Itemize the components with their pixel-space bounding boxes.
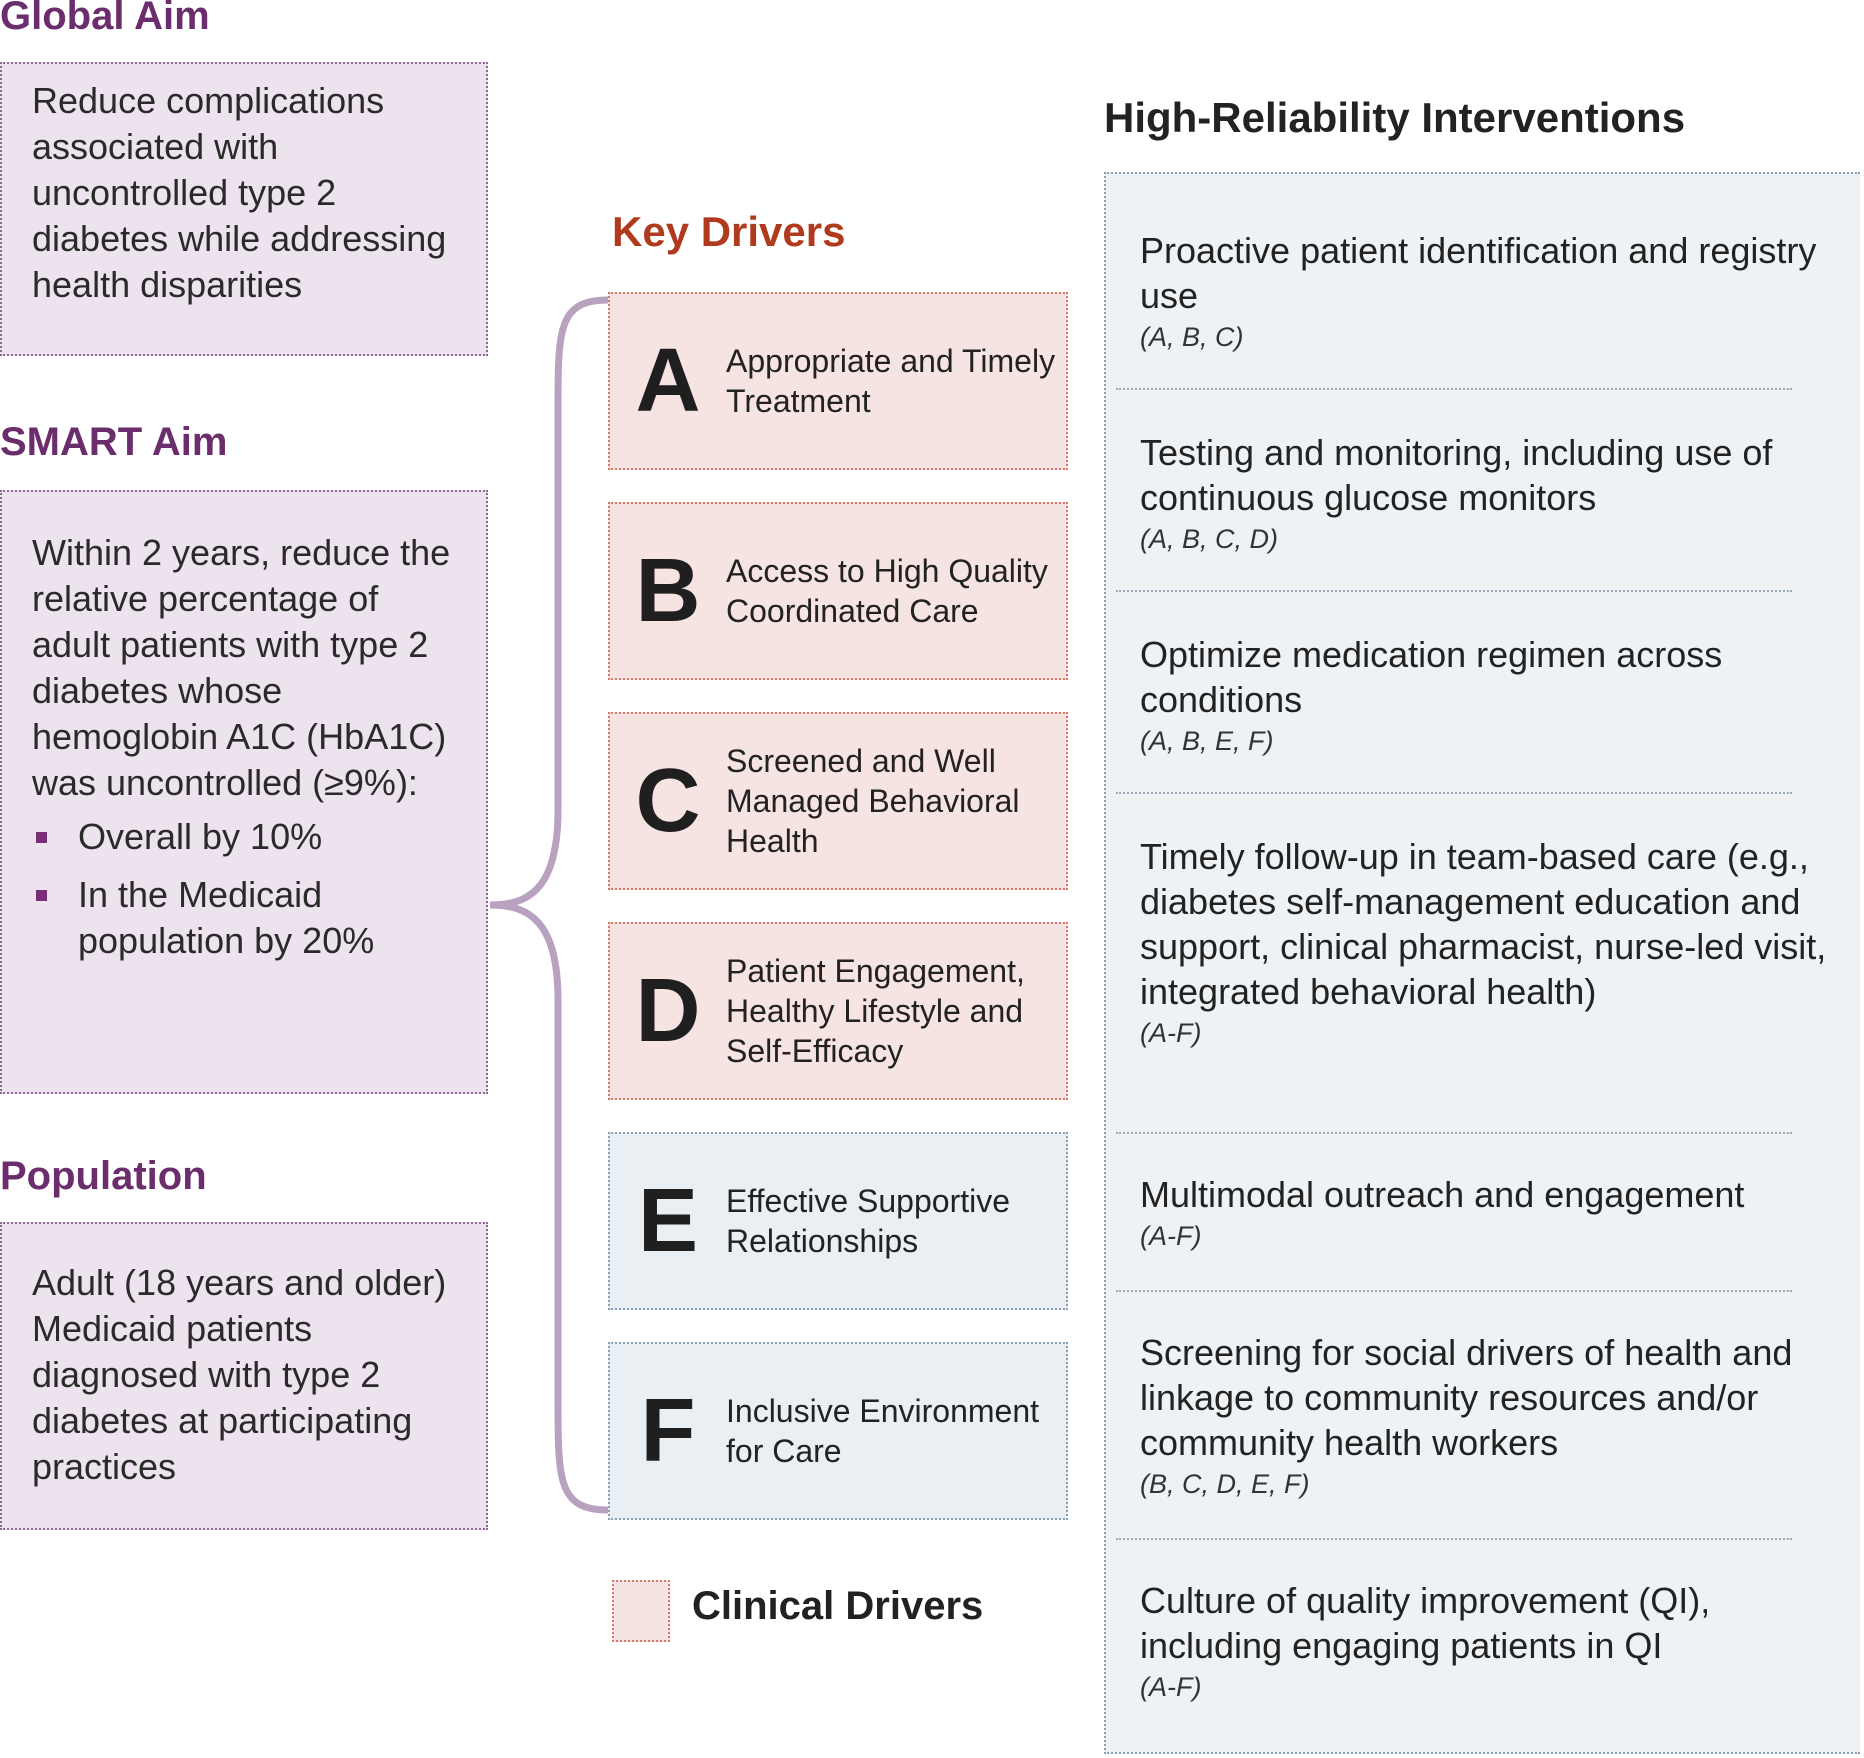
driver-b [608, 502, 1068, 680]
driver-f [608, 1342, 1068, 1520]
driver-e [608, 1132, 1068, 1310]
intervention-divider [1116, 1290, 1792, 1292]
driver-a [608, 292, 1068, 470]
intervention-divider [1116, 388, 1792, 390]
intervention-codes: (A, B, E, F) [1140, 726, 1274, 756]
global-aim-heading: Global Aim [0, 0, 210, 38]
population-text: Adult (18 years and older) Medicaid patients diagnosed with type 2 diabetes at participating practices [32, 1262, 447, 1487]
smart-aim-bullets [32, 814, 456, 964]
intervention-item [1140, 834, 1840, 1049]
global-aim-box [0, 62, 488, 356]
brace-path [490, 300, 608, 1510]
smart-aim-bullet: Overall by 10% [32, 814, 456, 860]
intervention-text: Multimodal outreach and engagement [1140, 1174, 1745, 1215]
driver-label: Patient Engagement, Healthy Lifestyle and Self-Efficacy [726, 953, 1025, 1069]
driver-c [608, 712, 1068, 890]
driver-letter: D [635, 960, 701, 1061]
smart-aim-heading: SMART Aim [0, 420, 228, 464]
intervention-text: Culture of quality improvement (QI), including engaging patients in QI [1140, 1580, 1711, 1666]
intervention-text: Timely follow-up in team-based care (e.g., diabetes self-management education and support, clinical pharmacist, nurse-led visit, integrated behavioral health) [1140, 836, 1827, 1012]
intervention-codes: (A, B, C) [1140, 322, 1244, 352]
driver-d [608, 922, 1068, 1100]
driver-label: Inclusive Environment for Care [726, 1393, 1040, 1469]
intervention-item [1140, 228, 1840, 353]
intervention-text: Screening for social drivers of health and linkage to community resources and/or community health workers [1140, 1332, 1793, 1463]
intervention-item [1140, 1578, 1840, 1703]
driver-letter: B [635, 540, 701, 641]
driver-label: Effective Supportive Relationships [726, 1183, 1011, 1259]
driver-letter: A [635, 330, 701, 431]
intervention-codes: (A-F) [1140, 1221, 1202, 1251]
smart-aim-bullet: In the Medicaid population by 20% [32, 872, 456, 964]
intervention-item [1140, 632, 1840, 757]
population-box [0, 1222, 488, 1530]
intervention-codes: (A-F) [1140, 1018, 1202, 1048]
intervention-text: Testing and monitoring, including use of continuous glucose monitors [1140, 432, 1773, 518]
intervention-divider [1116, 792, 1792, 794]
clinical-legend-swatch [612, 1580, 670, 1642]
driver-letter: F [640, 1380, 696, 1481]
smart-aim-text: Within 2 years, reduce the relative percentage of adult patients with type 2 diabetes whose hemoglobin A1C (HbA1C) was uncontrolled (≥9%): [32, 532, 451, 803]
intervention-codes: (B, C, D, E, F) [1140, 1469, 1310, 1499]
driver-label: Appropriate and Timely Treatment [726, 343, 1056, 419]
intervention-divider [1116, 1132, 1792, 1134]
intervention-divider [1116, 1538, 1792, 1540]
intervention-item [1140, 1330, 1840, 1500]
smart-aim-box [0, 490, 488, 1094]
driver-label: Access to High Quality Coordinated Care [726, 553, 1048, 629]
clinical-legend-label: Clinical Drivers [692, 1584, 984, 1628]
driver-letter: E [637, 1170, 699, 1271]
intervention-codes: (A-F) [1140, 1672, 1202, 1702]
intervention-item [1140, 1172, 1840, 1252]
driver-letter: C [635, 750, 701, 851]
intervention-text: Optimize medication regimen across conditions [1140, 634, 1723, 720]
population-heading: Population [0, 1154, 207, 1198]
brace-connector [488, 290, 612, 1520]
driver-label: Screened and Well Managed Behavioral Health [726, 743, 1020, 859]
intervention-item [1140, 430, 1840, 555]
intervention-text: Proactive patient identification and registry use [1140, 230, 1817, 316]
interventions-heading: High-Reliability Interventions [1104, 94, 1686, 141]
global-aim-text: Reduce complications associated with uncontrolled type 2 diabetes while addressing health disparities [32, 80, 447, 305]
interventions-panel [1104, 172, 1860, 1754]
intervention-divider [1116, 590, 1792, 592]
key-drivers-heading: Key Drivers [612, 208, 846, 255]
intervention-codes: (A, B, C, D) [1140, 524, 1279, 554]
